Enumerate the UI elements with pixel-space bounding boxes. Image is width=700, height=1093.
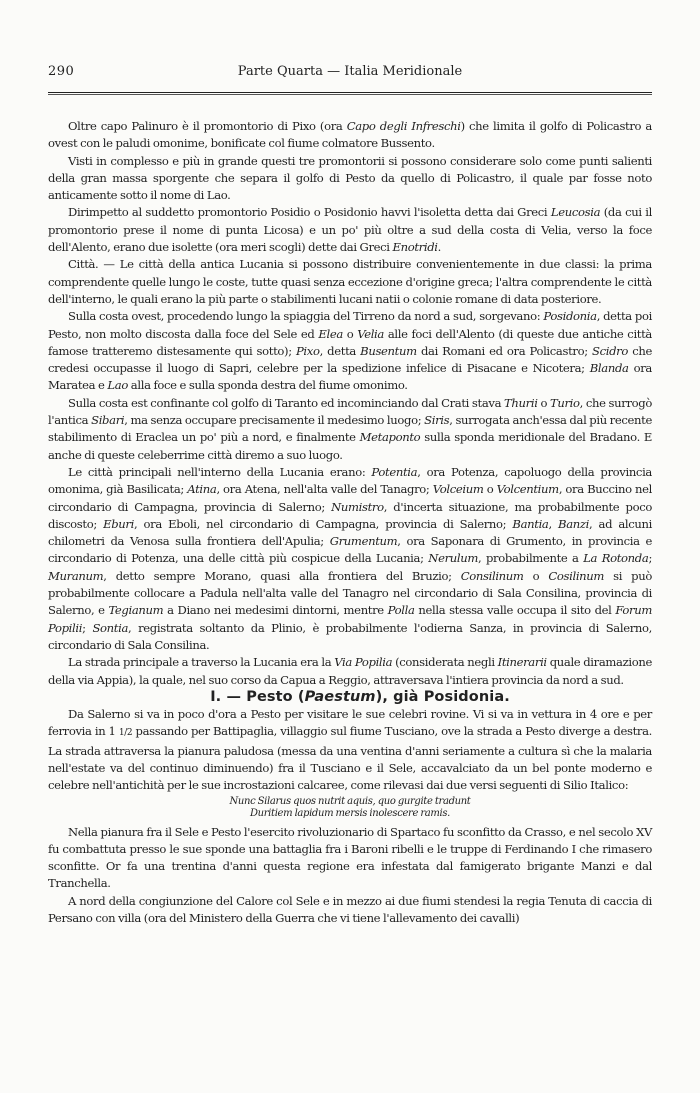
paragraph: Oltre capo Palinuro è il promontorio di Pixo (ora Capo degli Infreschi) che limita il golfo di Policastro a ovest con le paludi omonime, bonificate col fiume colmatore Bussento.	[48, 119, 652, 151]
verse-quote	[48, 796, 652, 821]
header-rule	[48, 92, 652, 95]
paragraph: Da Salerno si va in poco d'ora a Pesto per visitare le sue celebri rovine. Vi si va in vettura in 4 ore e per ferrovia in 1 1/2 passando per Battipaglia, villaggio sul fiume Tusciano, ove la strada a Pesto diverge a destra. La strada attraversa la pianura paludosa (messa da una ventina d'anni seriamente a cultura sì che la malaria nell'estate va del continuo diminuendo) fra il Tusciano e il Sele, accavalciato da un bel ponte moderno e celebre nell'antichità per le sue incrostazioni calcaree, come rilevasi dai due versi seguenti di Silio Italico:	[48, 707, 652, 793]
verse-line: Nunc Silarus quos nutrit aquis, quo gurgite tradunt	[229, 795, 471, 807]
section-latin-name: Paestum	[304, 688, 376, 705]
running-title: Parte Quarta — Italia Meridionale	[237, 64, 463, 79]
body-text	[48, 118, 652, 927]
paragraph: Sulla costa ovest, procedendo lungo la spiaggia del Tirreno da nord a sud, sorgevano: Posidonia, detta poi Pesto, non molto discosta dalla foce del Sele ed Elea o Velia alle foci dell'Alento (di queste due antiche città famose tratteremo distesamente qui sotto); Pixo, detta Busentum dai Romani ed ora Policastro; Scidro che credesi occupasse il luogo di Sapri, celebre per la spedizione infelice di Pisacane e Nicotera; Blanda ora Maratea e Lao alla foce e sulla sponda destra del fiume omonimo.	[48, 309, 652, 393]
paragraph: Dirimpetto al suddetto promontorio Posidio o Posidonio havvi l'isoletta detta dai Greci Leucosia (da cui il promontorio prese il nome di punta Licosa) e un po' più oltre a sud della costa di Velia, verso la foce dell'Alento, erano due isolette (ora meri scogli) dette dai Greci Enotridi.	[48, 205, 652, 255]
paragraph: La strada principale a traverso la Lucania era la Via Popilia (considerata negli Itinerarii quale diramazione della via Appia), la quale, nel suo corso da Capua a Reggio, attraversava l'intiera provincia da nord a sud.	[48, 655, 652, 687]
paragraph: Le città principali nell'interno della Lucania erano: Potentia, ora Potenza, capoluogo della provincia omonima, già Basilicata; Atina, ora Atena, nell'alta valle del Tanagro; Volceium o Volcentium, ora Buccino nel circondario di Campagna, provincia di Salerno; Numistro, d'incerta situazione, ma probabilmente poco discosto; Eburi, ora Eboli, nel circondario di Campagna, provincia di Salerno; Bantia, Banzi, ad alcuni chilometri da Venosa sulla frontiera dell'Apulia; Grumentum, ora Saponara di Grumento, in provincia e circondario di Potenza, una delle città più cospicue della Lucania; Nerulum, probabilmente a La Rotonda; Muranum, detto sempre Morano, quasi alla frontiera del Bruzio; Consilinum o Cosilinum si può probabilmente collocare a Padula nell'alta valle del Tanagro nel circondario di Sala Consilina, provincia di Salerno, e Tegianum a Diano nei medesimi dintorni, mentre Polla nella stessa valle occupa il sito del Forum Popilii; Sontia, registrata soltanto da Plinio, è probabilmente l'odierna Sanza, in provincia di Salerno, circondario di Sala Consilina.	[48, 464, 653, 652]
paragraph: Città. — Le città della antica Lucania si possono distribuire convenientemente in due classi: la prima comprendente quelle lungo le coste, tutte quasi senza eccezione d'origine greca; l'altra comprendente le città dell'interno, le quali erano la più parte o stabilimenti lucani natii o colonie romane di data posteriore.	[48, 257, 652, 306]
section-dash: —	[226, 688, 242, 705]
page-header	[48, 64, 652, 86]
verse-line: Duritiem lapidum mersis inolescere ramis.	[249, 808, 450, 820]
paragraph: A nord della congiunzione del Calore col Sele e in mezzo ai due fiumi stendesi la regia Tenuta di caccia di Persano con villa (ora del Ministero della Guerra che vi tiene l'allevamento dei cavalli)	[48, 893, 652, 926]
section-heading: I. — Pesto (Paestum), già Posidonia.	[210, 688, 510, 705]
page-number: 290	[48, 64, 75, 79]
section-number: I.	[210, 688, 222, 705]
section-subtitle: già Posidonia.	[393, 688, 510, 705]
section-title: Pesto	[246, 688, 293, 705]
paragraph: Visti in complesso e più in grande questi tre promontorii si possono considerare solo come punti salienti della gran massa sporgente che separa il golfo di Pesto da quello di Policastro, il quale par fosse noto anticamente sotto il nome di Lao.	[48, 153, 652, 203]
paragraph: Sulla costa est confinante col golfo di Taranto ed incominciando dal Crati stava Thurii o Turio, che surrogò l'antica Sibari, ma senza occupare precisamente il medesimo luogo; Siris, surrogata anch'essa dal più recente stabilimento di Eraclea un po' più a nord, e finalmente Metaponto sulla sponda meridionale del Bradano. E anche di queste celeberrime città diremo a suo luogo.	[48, 395, 652, 462]
paragraph: Nella pianura fra il Sele e Pesto l'esercito rivoluzionario di Spartaco fu sconfitto da Crasso, e nel secolo XV fu combattuta presso le sue sponde una battaglia fra i Baroni ribelli e le truppe di Ferdinando I che rimasero sconfitte. Or fa una trentina d'anni questa regione era infestata dal famigerato brigante Manzi e dal Tranchella.	[48, 824, 652, 891]
